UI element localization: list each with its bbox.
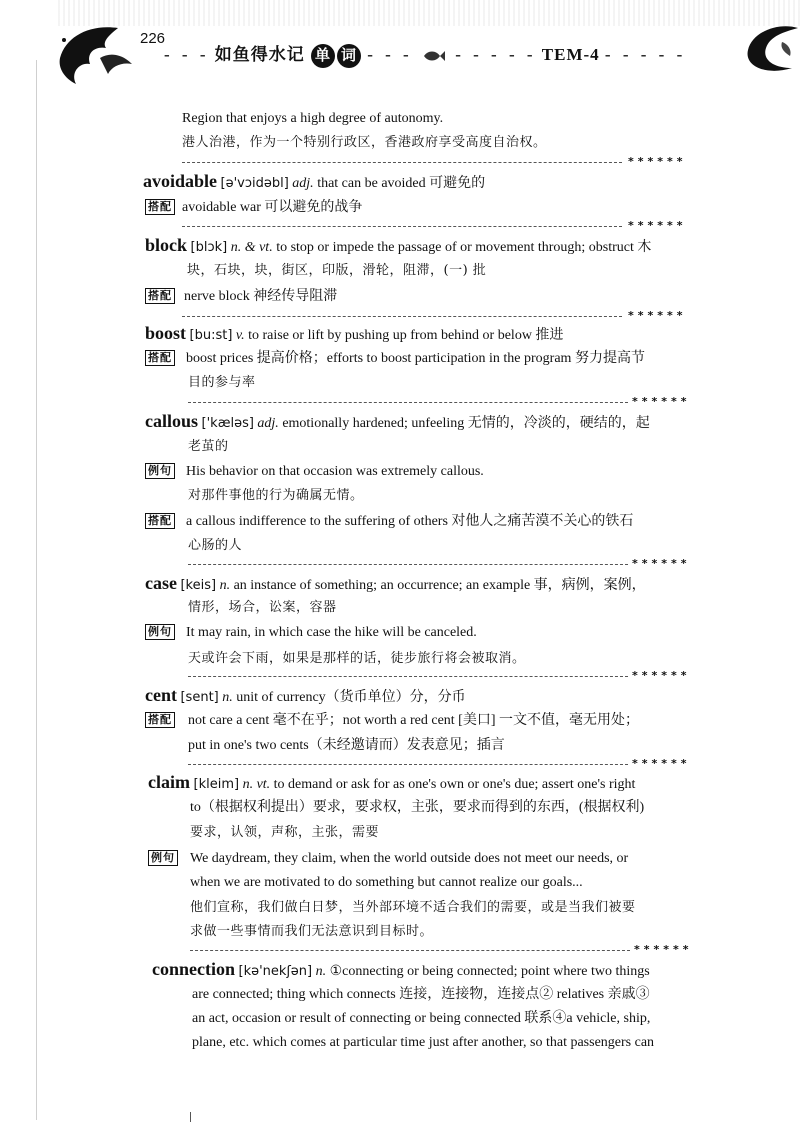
pronunciation: [keis] <box>180 578 217 593</box>
pronunciation: [kleim] <box>193 777 240 792</box>
separator <box>182 316 622 318</box>
circled-char-dan: 单 <box>311 44 335 68</box>
definition: an instance of something; an occurrence; an example 事，病例，案例， <box>233 578 646 593</box>
separator <box>190 950 630 952</box>
definition-continued: 老茧的 <box>188 439 229 454</box>
definition: unit of currency（货币单位）分，分币 <box>236 690 466 705</box>
headword: block <box>145 235 188 255</box>
separator-stars: ****** <box>632 669 691 682</box>
exam-label: TEM-4 <box>541 45 600 64</box>
separator-stars: ****** <box>634 943 693 956</box>
part-of-speech: v. <box>235 328 245 343</box>
header-dashes: - - - <box>367 45 413 64</box>
collocation: nerve block 神经传导阻滞 <box>184 289 338 304</box>
separator <box>188 764 628 766</box>
tag-collocation: 搭配 <box>145 288 175 304</box>
header-dashes: - - - - - <box>455 45 537 64</box>
entry-boost-headline <box>145 324 563 345</box>
headword: connection <box>152 959 235 979</box>
definition-continued: 情形，场合，讼案，容器 <box>188 600 337 615</box>
separator <box>182 162 622 164</box>
entry-avoidable-headline <box>143 172 485 193</box>
example-zh: 对那件事他的行为确属无情。 <box>188 488 364 503</box>
tag-example: 例句 <box>145 463 175 479</box>
tag-example: 例句 <box>148 850 178 866</box>
tag-collocation: 搭配 <box>145 199 175 215</box>
definition-continued: to（根据权利提出）要求，要求权，主张，要求而得到的东西，(根据权利) <box>190 800 645 815</box>
pronunciation: ['kæləs] <box>201 416 254 431</box>
separator <box>188 402 628 404</box>
intro-en: Region that enjoys a high degree of autonomy. <box>182 111 444 126</box>
definition: to stop or impede the passage of or movement through; obstruct 木 <box>276 240 652 255</box>
tag-collocation: 搭配 <box>145 513 175 529</box>
separator <box>188 676 628 678</box>
separator-stars: ****** <box>628 155 687 168</box>
tag-example: 例句 <box>145 624 175 640</box>
entry-block-headline <box>145 236 651 257</box>
tag-collocation: 搭配 <box>145 350 175 366</box>
collocation: not care a cent 毫不在乎；not worth a red cent [美口] 一文不值，毫无用处； <box>188 713 640 728</box>
tag-collocation: 搭配 <box>145 712 175 728</box>
example-zh: 他们宣称，我们做白日梦，当外部环境不适合我们的需要，或是当我们被要 <box>190 900 636 915</box>
definition: to raise or lift by pushing up from behind or below 推进 <box>248 328 564 343</box>
header-dashes: - - - <box>164 45 210 64</box>
pronunciation: [sent] <box>180 690 219 705</box>
book-title: 如鱼得水记 <box>214 45 305 64</box>
definition: that can be avoided 可避免的 <box>317 176 486 191</box>
separator <box>188 564 628 566</box>
example-en: It may rain, in which case the hike will be canceled. <box>186 625 477 640</box>
headword: cent <box>145 685 177 705</box>
definition-continued: 块，石块，块，街区，印版，滑轮，阻滞，(一) 批 <box>187 263 487 278</box>
example-zh-continued: 求做一些事情而我们无法意识到目标时。 <box>190 924 434 939</box>
headword: case <box>145 573 177 593</box>
page-number: 226 <box>140 30 166 47</box>
header-dashes: - - - - - <box>604 45 687 64</box>
part-of-speech: adj. <box>257 416 279 431</box>
entry-case-headline <box>145 574 646 595</box>
example-en: His behavior on that occasion was extremely callous. <box>186 464 484 479</box>
example-zh: 天或许会下雨，如果是那样的话，徒步旅行将会被取消。 <box>188 651 526 666</box>
part-of-speech: n. <box>219 578 231 593</box>
definition: to demand or ask for as one's own or one's due; assert one's right <box>273 777 636 792</box>
pronunciation: [kə'nekʃən] <box>238 964 313 979</box>
separator-stars: ****** <box>632 557 691 570</box>
separator-stars: ****** <box>632 395 691 408</box>
entry-callous-headline <box>145 412 650 433</box>
separator-stars: ****** <box>628 309 687 322</box>
separator-stars: ****** <box>628 219 687 232</box>
definition: emotionally hardened; unfeeling 无情的，冷淡的，硬结的，起 <box>282 416 650 431</box>
definition-continued: an act, occasion or result of connecting or being connected 联系④a vehicle, ship, <box>192 1011 651 1026</box>
definition-continued: plane, etc. which comes at particular time just after another, so that passengers can <box>192 1035 655 1050</box>
headword: claim <box>148 772 190 792</box>
part-of-speech: n. & vt. <box>230 240 273 255</box>
definition-continued: are connected; thing which connects 连接，连接物，连接点② relatives 亲戚③ <box>192 987 650 1002</box>
circled-char-ci: 词 <box>337 44 361 68</box>
scan-mark <box>190 1112 191 1122</box>
entry-cent-headline <box>145 686 466 707</box>
pronunciation: [bu:st] <box>189 328 233 343</box>
part-of-speech: n. <box>222 690 233 705</box>
collocation-continued: 心肠的人 <box>188 538 243 553</box>
part-of-speech: adj. <box>292 176 314 191</box>
part-of-speech: n. <box>315 964 327 979</box>
entry-connection-headline <box>152 960 650 981</box>
headword: callous <box>145 411 199 431</box>
collocation: avoidable war 可以避免的战争 <box>182 200 363 215</box>
headword: boost <box>145 323 187 343</box>
intro-zh: 港人治港，作为一个特别行政区，香港政府享受高度自治权。 <box>182 135 547 150</box>
definition-continued: 要求，认领，声称，主张，需要 <box>190 825 380 840</box>
pronunciation: [ə'vɔidəbl] <box>220 176 289 191</box>
example-en: We daydream, they claim, when the world outside does not meet our needs, or <box>190 851 629 866</box>
part-of-speech: n. vt. <box>242 777 271 792</box>
collocation-continued: put in one's two cents（未经邀请而）发表意见；插言 <box>188 738 505 753</box>
entry-claim-headline <box>148 773 635 794</box>
collocation: boost prices 提高价格；efforts to boost participation in the program 努力提高节 <box>186 351 645 366</box>
example-en-continued: when we are motivated to do something but cannot realize our goals... <box>190 875 583 890</box>
collocation: a callous indifference to the suffering of others 对他人之痛苦漠不关心的铁石 <box>186 514 634 529</box>
collocation-continued: 目的参与率 <box>188 375 256 390</box>
separator <box>182 226 622 228</box>
pronunciation: [blɔk] <box>190 240 228 255</box>
definition: ①connecting or being connected; point where two things <box>329 964 650 979</box>
headword: avoidable <box>143 171 218 191</box>
separator-stars: ****** <box>632 757 691 770</box>
